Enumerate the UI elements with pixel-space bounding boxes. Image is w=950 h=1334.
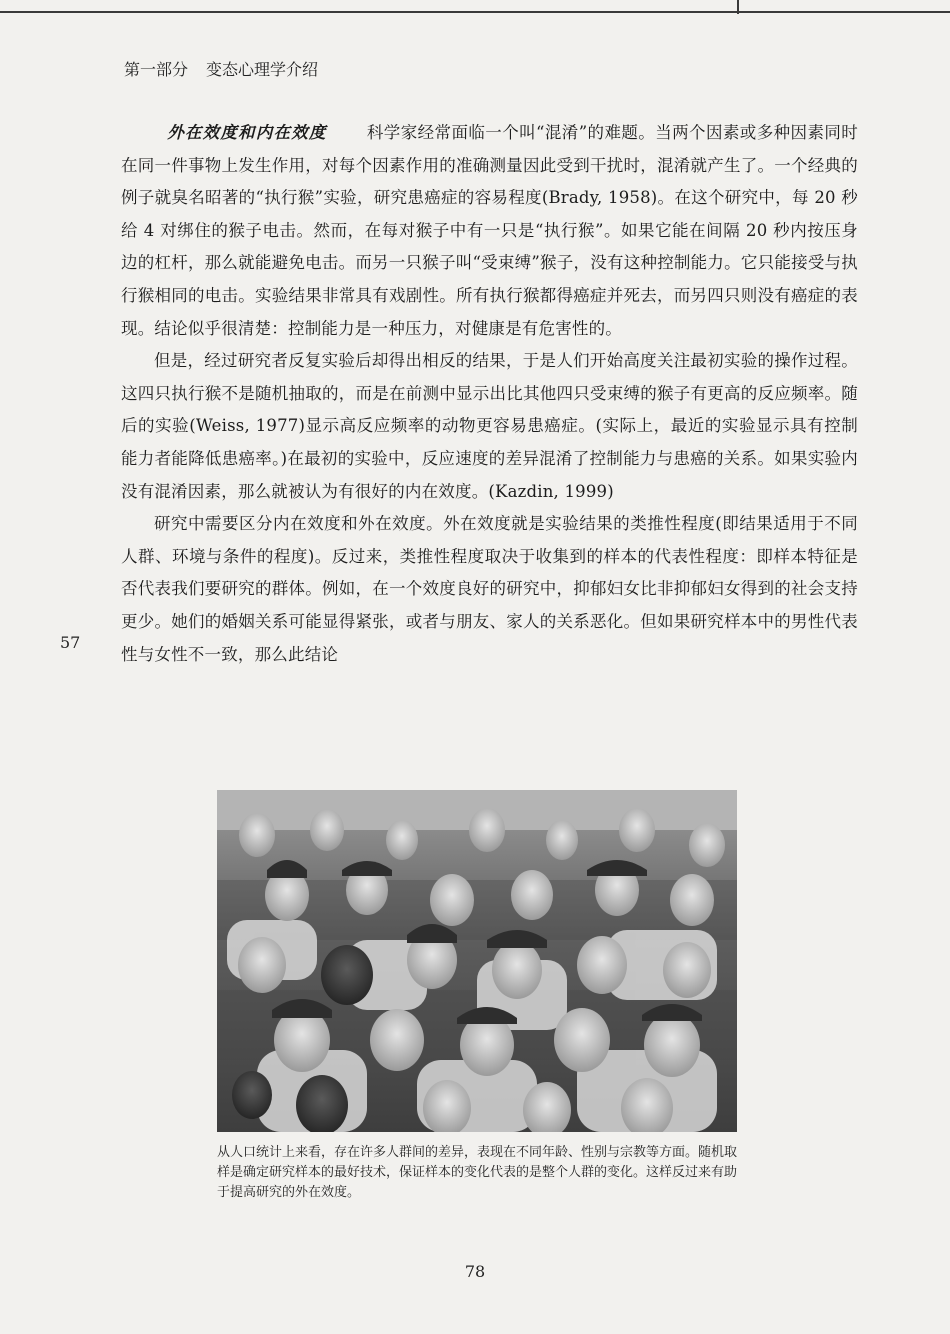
running-head-part: 第一部分 [124,60,189,79]
paragraph-1 [121,117,858,345]
body-text [121,117,858,671]
paragraph-1-text: 科学家经常面临一个叫“混淆”的难题。当两个因素或多种因素同时在同一件事物上发生作用，对每个因素作用的准确测量因此受到干扰时，混淆就产生了。一个经典的例子就臭名昭著的“执行猴”实验，研究患癌症的容易程度(Brady, 1958)。在这个研究中，每 20 秒给 4 对绑住的猴子电击。然而，在每对猴子中有一只是“执行猴”。如果它能在间隔 20 秒内按压身边的杠杆，那么就能避免电击。而另一只猴子叫“受束缚”猴子，没有这种控制能力。它只能接受与执行猴相同的电击。实验结果非常具有戏剧性。所有执行猴都得癌症并死去，而另四只则没有癌症的表现。结论似乎很清楚：控制能力是一种压力，对健康是有危害性的。 [121,123,859,338]
page-number: 78 [464,1262,486,1281]
running-head [124,57,318,80]
paragraph-2: 但是，经过研究者反复实验后却得出相反的结果，于是人们开始高度关注最初实验的操作过程。这四只执行猴不是随机抽取的，而是在前测中显示出比其他四只受束缚的猴子有更高的反应频率。随后的实验(Weiss, 1977)显示高反应频率的动物更容易患癌症。(实际上，最近的实验显示具有控制能力者能降低患癌率。)在最初的实验中，反应速度的差异混淆了控制能力与患癌的关系。如果实验内没有混淆因素，那么就被认为有很好的内在效度。(Kazdin, 1999) [121,351,858,501]
top-rule [0,11,950,13]
section-heading: 外在效度和内在效度 [167,123,327,142]
paragraph-3: 研究中需要区分内在效度和外在效度。外在效度就是实验结果的类推性程度(即结果适用于不同人群、环境与条件的程度)。反过来，类推性程度取决于收集到的样本的代表性程度：即样本特征是否代表我们要研究的群体。例如，在一个效度良好的研究中，抑郁妇女比非抑郁妇女得到的社会支持更少。她们的婚姻关系可能显得紧张，或者与朋友、家人的关系恶化。但如果研究样本中的男性代表性与女性不一致，那么此结论 [121,514,858,664]
crowd-photo [217,790,737,1132]
crowd-photo-image [217,790,737,1132]
running-head-title: 变态心理学介绍 [206,60,319,79]
margin-page-number: 57 [60,633,81,652]
photo-caption: 从人口统计上来看，存在许多人群间的差异，表现在不同年龄、性别与宗教等方面。随机取样是确定研究样本的最好技术，保证样本的变化代表的是整个人群的变化。这样反过来有助于提高研究的外在效度。 [217,1145,738,1200]
top-tick-mark [737,0,739,14]
